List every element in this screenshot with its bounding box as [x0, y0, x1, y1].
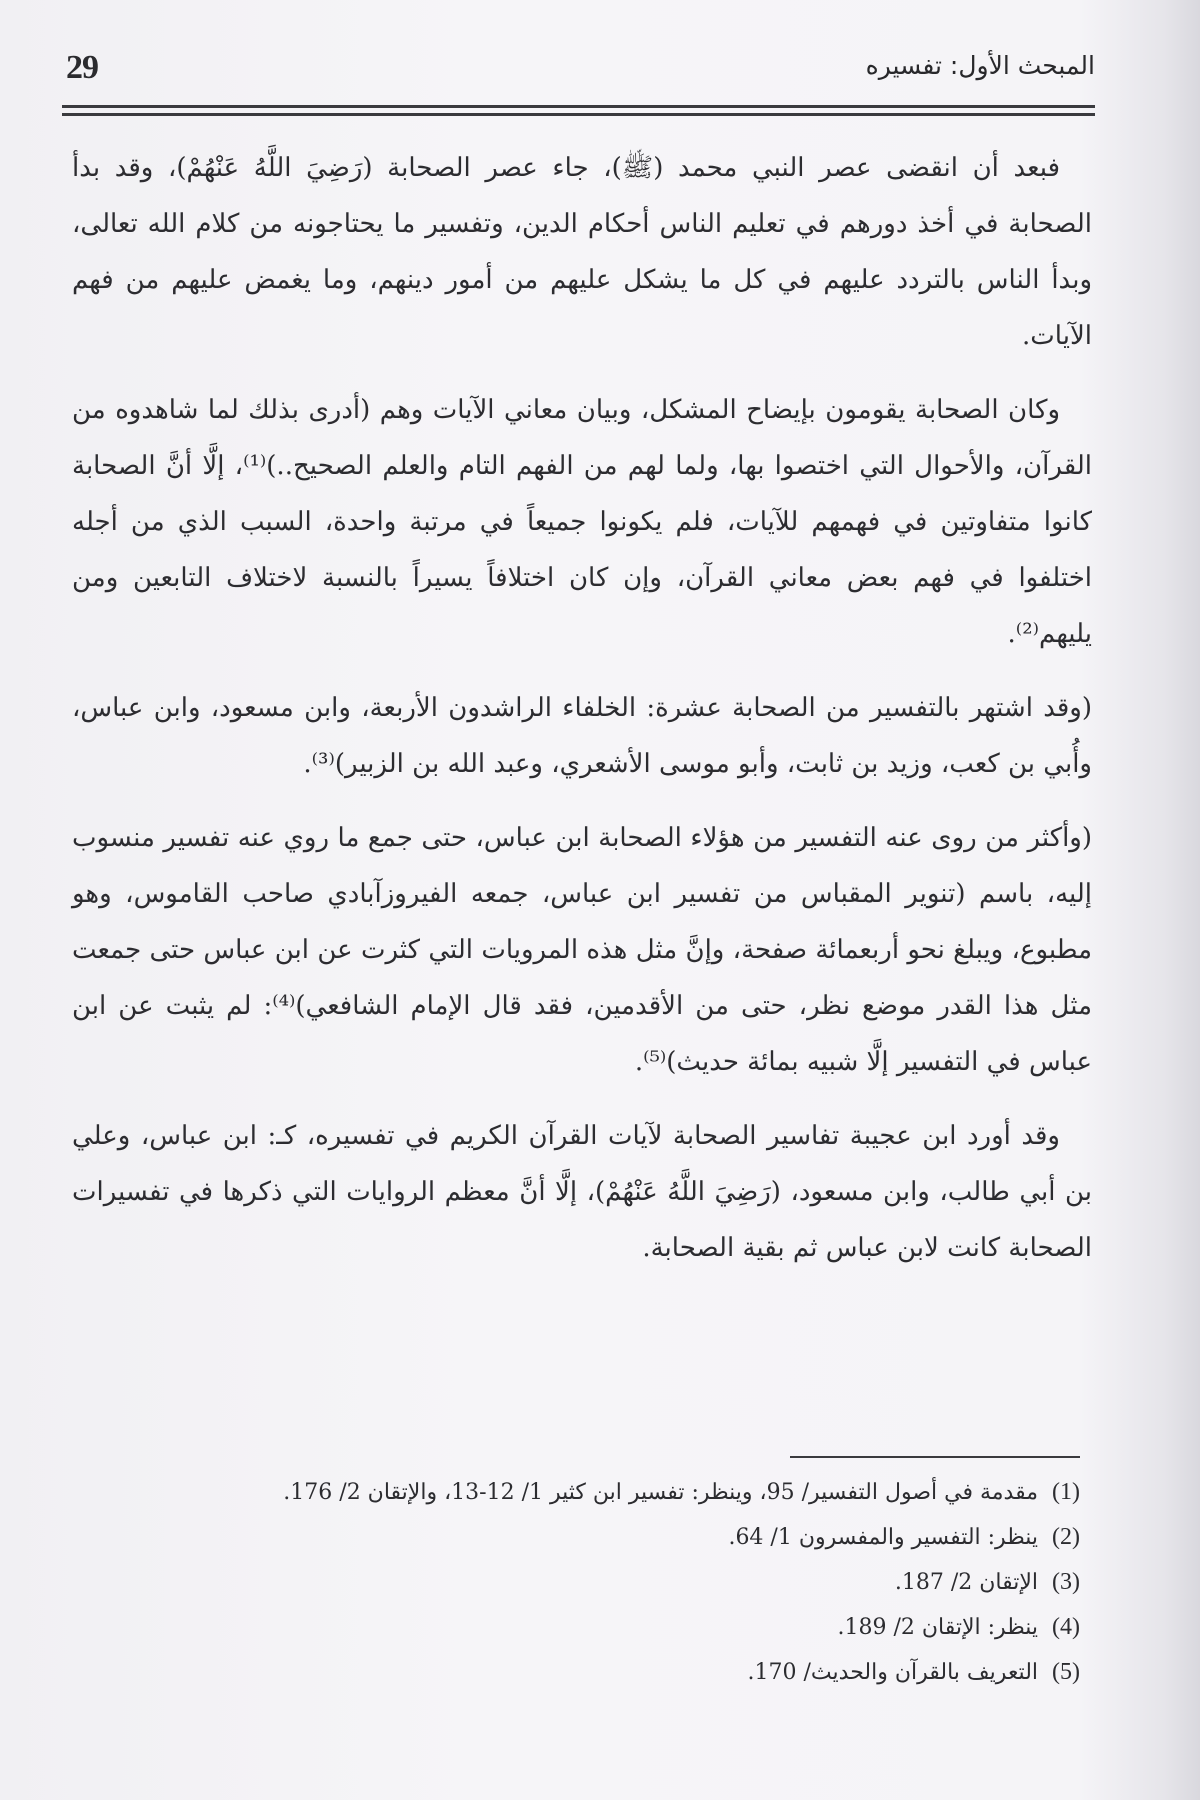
- footnote-2: [90, 1515, 1080, 1560]
- footnote-number: (3): [1052, 1569, 1080, 1595]
- footnote-text: مقدمة في أصول التفسير/ 95، وينظر: تفسير ابن كثير 1/ 12-13، والإتقان 2/ 176.: [283, 1480, 1039, 1505]
- running-title: المبحث الأول: تفسيره: [865, 51, 1095, 80]
- footnote-5: [90, 1650, 1080, 1695]
- footnote-number: (2): [1052, 1524, 1080, 1550]
- header-rule-top: [62, 105, 1095, 108]
- footnote-text: ينظر: الإتقان 2/ 189.: [837, 1615, 1039, 1640]
- footnote-number: (1): [1052, 1479, 1080, 1505]
- paragraph-5: وقد أورد ابن عجيبة تفاسير الصحابة لآيات القرآن الكريم في تفسيره، كـ: ابن عباس، وعلي بن أبي طالب، وابن مسعود، (رَضِيَ اللَّهُ عَنْهُمْ)، إلَّا أنَّ معظم الروايات التي ذكرها في تفسيرات الصحابة كانت لابن عباس ثم بقية الصحابة.: [72, 1121, 1092, 1263]
- footnote-number: (5): [1052, 1659, 1080, 1685]
- paragraph-3: (وقد اشتهر بالتفسير من الصحابة عشرة: الخلفاء الراشدون الأربعة، وابن مسعود، وابن عباس، وأُبي بن كعب، وزيد بن ثابت، وأبو موسى الأشعري، وعبد الله بن الزبير)⁽³⁾.: [72, 693, 1092, 779]
- footnote-text: الإتقان 2/ 187.: [894, 1570, 1039, 1595]
- footnotes: [90, 1470, 1080, 1695]
- footnote-text: ينظر: التفسير والمفسرون 1/ 64.: [728, 1525, 1039, 1550]
- paragraph-1: فبعد أن انقضى عصر النبي محمد (ﷺ)، جاء عصر الصحابة (رَضِيَ اللَّهُ عَنْهُمْ)، وقد بدأ الصحابة في أخذ دورهم في تعليم الناس أحكام الدين، وتفسير ما يحتاجونه من كلام الله تعالى، وبدأ الناس بالتردد عليهم في كل ما يشكل عليهم من أمور دينهم، وما يغمض عليهم من فهم الآيات.: [72, 153, 1092, 351]
- footnote-3: [90, 1560, 1080, 1605]
- page-header: [62, 45, 1095, 117]
- footnote-text: التعريف بالقرآن والحديث/ 170.: [747, 1660, 1039, 1685]
- footnote-separator: [790, 1456, 1080, 1458]
- main-text: [72, 140, 1092, 1294]
- footnote-1: [90, 1470, 1080, 1515]
- header-rule-bottom: [62, 113, 1095, 116]
- paragraph-4: (وأكثر من روى عنه التفسير من هؤلاء الصحابة ابن عباس، حتى جمع ما روي عنه تفسير منسوب إليه، باسم (تنوير المقباس من تفسير ابن عباس، جمعه الفيروزآبادي صاحب القاموس، وهو مطبوع، ويبلغ نحو أربعمائة صفحة، وإنَّ مثل هذه المرويات التي كثرت عن ابن عباس حتى جمعت مثل هذا القدر موضع نظر، حتى من الأقدمين، فقد قال الإمام الشافعي)⁽⁴⁾: لم يثبت عن ابن عباس في التفسير إلَّا شبيه بمائة حديث)⁽⁵⁾.: [72, 823, 1092, 1077]
- footnote-4: [90, 1605, 1080, 1650]
- paragraph-2: وكان الصحابة يقومون بإيضاح المشكل، وبيان معاني الآيات وهم (أدرى بذلك لما شاهدوه من القرآن، والأحوال التي اختصوا بها، ولما لهم من الفهم التام والعلم الصحيح..)⁽¹⁾، إلَّا أنَّ الصحابة كانوا متفاوتين في فهمهم للآيات، فلم يكونوا جميعاً في مرتبة واحدة، السبب الذي من أجله اختلفوا في فهم بعض معاني القرآن، وإن كان اختلافاً يسيراً بالنسبة لاختلاف التابعين ومن يليهم⁽²⁾.: [72, 395, 1093, 649]
- footnote-number: (4): [1052, 1614, 1080, 1640]
- page-number: 29: [66, 49, 98, 86]
